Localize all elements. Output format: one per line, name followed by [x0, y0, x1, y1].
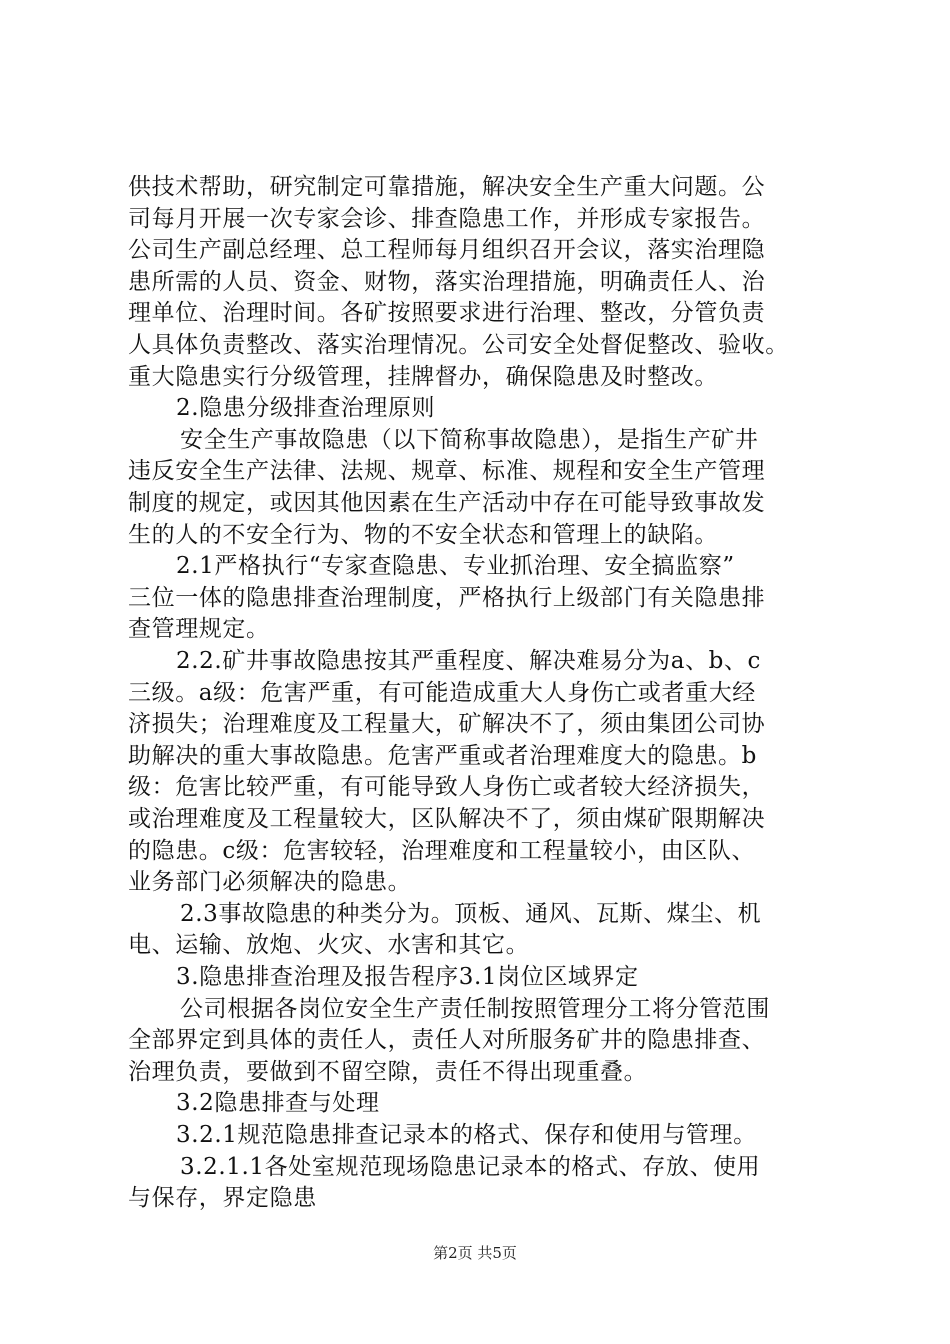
body-text-line: 患所需的人员、资金、财物，落实治理措施，明确责任人、治	[128, 269, 766, 295]
body-text-line: 电、运输、放炮、火灾、水害和其它。	[128, 932, 530, 958]
section-heading: 2.隐患分级排查治理原则	[176, 395, 436, 421]
body-text-line: 助解决的重大事故隐患。危害严重或者治理难度大的隐患。b	[128, 743, 757, 769]
body-text-line: 3.2.1.1各处室规范现场隐患记录本的格式、存放、使用	[180, 1154, 761, 1180]
body-text-line: 三级。a级：危害严重，有可能造成重大人身伤亡或者重大经	[128, 680, 756, 706]
body-text-line: 级：危害比较严重，有可能导致人身伤亡或者较大经济损失，	[128, 774, 766, 800]
body-text-line: 或治理难度及工程量较大，区队解决不了，须由煤矿限期解决	[128, 806, 766, 832]
body-text-line: 2.1严格执行“专家查隐患、专业抓治理、安全搞监察”	[176, 553, 735, 579]
body-text-line: 生的人的不安全行为、物的不安全状态和管理上的缺陷。	[128, 522, 718, 548]
body-text-line: 全部界定到具体的责任人，责任人对所服务矿井的隐患排查、	[128, 1027, 766, 1053]
body-text-line: 违反安全生产法律、法规、规章、标准、规程和安全生产管理	[128, 458, 766, 484]
body-text-line: 3.2.1规范隐患排查记录本的格式、保存和使用与管理。	[176, 1122, 757, 1148]
body-text-line: 公司生产副总经理、总工程师每月组织召开会议，落实治理隐	[128, 237, 766, 263]
body-text-line: 制度的规定，或因其他因素在生产活动中存在可能导致事故发	[128, 490, 766, 516]
body-text-line: 2.2.矿井事故隐患按其严重程度、解决难易分为a、b、c	[176, 648, 762, 674]
body-text-line: 供技术帮助，研究制定可靠措施，解决安全生产重大问题。公	[128, 174, 766, 200]
section-heading: 3.隐患排查治理及报告程序3.1岗位区域界定	[176, 964, 639, 990]
body-text-line: 济损失；治理难度及工程量大，矿解决不了，须由集团公司协	[128, 711, 766, 737]
body-text-line: 理单位、治理时间。各矿按照要求进行治理、整改，分管负责	[128, 300, 766, 326]
body-text-line: 安全生产事故隐患（以下简称事故隐患），是指生产矿井	[180, 427, 759, 453]
body-text-line: 公司根据各岗位安全生产责任制按照管理分工将分管范围	[180, 996, 770, 1022]
body-text-line: 治理负责，要做到不留空隙，责任不得出现重叠。	[128, 1059, 648, 1085]
body-text-line: 2.3事故隐患的种类分为。顶板、通风、瓦斯、煤尘、机	[180, 901, 762, 927]
body-text-line: 人具体负责整改、落实治理情况。公司安全处督促整改、验收。	[128, 332, 789, 358]
body-text-line: 的隐患。c级：危害较轻，治理难度和工程量较小，由区队、	[128, 838, 756, 864]
body-text-line: 与保存，界定隐患	[128, 1185, 317, 1211]
body-text-line: 三位一体的隐患排查治理制度，严格执行上级部门有关隐患排	[128, 585, 766, 611]
body-text-line: 司每月开展一次专家会诊、排查隐患工作，并形成专家报告。	[128, 206, 766, 232]
body-text-line: 重大隐患实行分级管理，挂牌督办，确保隐患及时整改。	[128, 364, 718, 390]
page-number-footer: 第2页 共5页	[433, 1244, 517, 1262]
body-text-line: 查管理规定。	[128, 616, 270, 642]
body-text-line: 业务部门必须解决的隐患。	[128, 869, 412, 895]
section-heading: 3.2隐患排查与处理	[176, 1090, 380, 1116]
